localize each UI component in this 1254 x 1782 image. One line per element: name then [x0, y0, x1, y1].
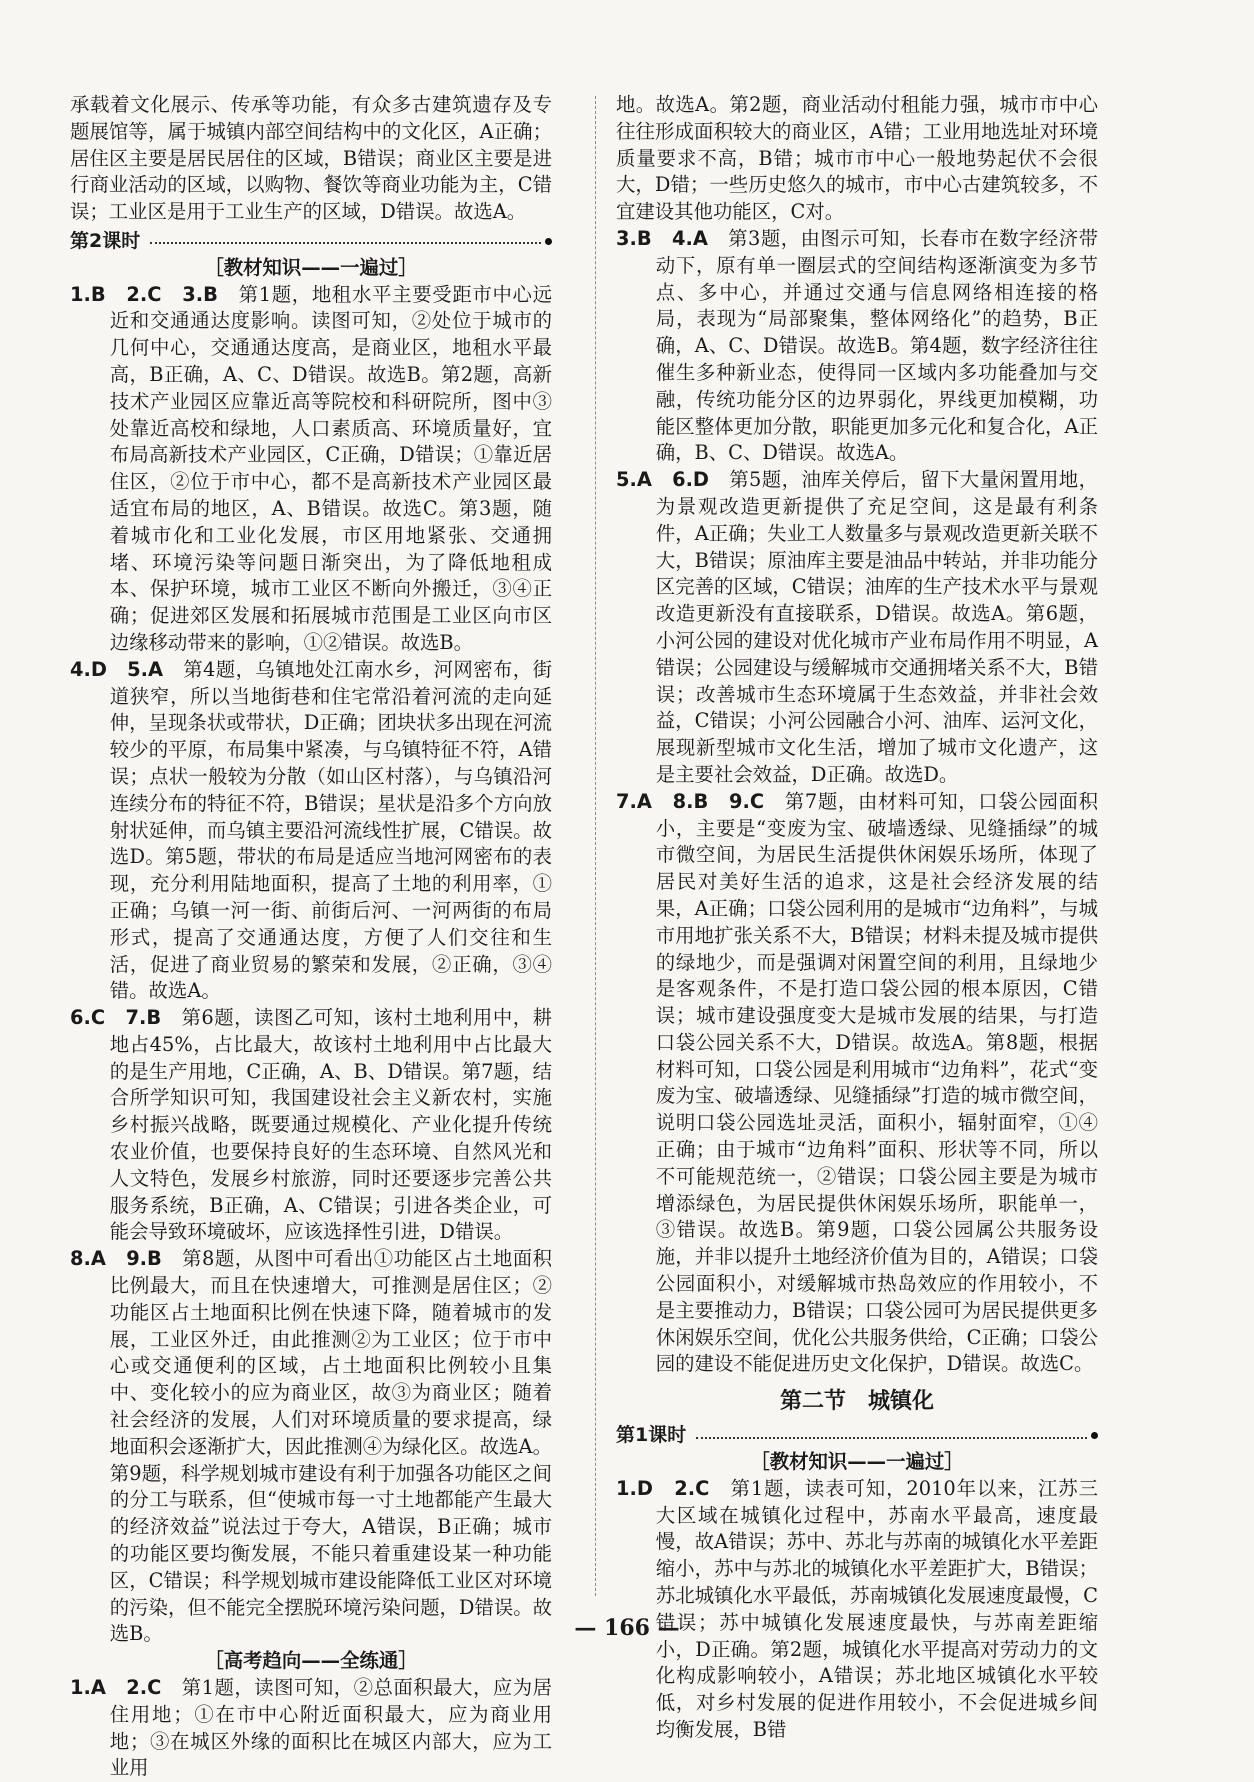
answer-item — [616, 226, 1098, 467]
answer-item — [616, 789, 1098, 1379]
answer-key: 5.A 6.D — [616, 468, 710, 492]
answer-explanation: 第1题，读图可知，②总面积最大，应为居住用地；①在市中心附近面积最大，应为商业用地；③在城区外缘的面积比在城区内部大，应为工业用 — [109, 1676, 552, 1780]
answer-explanation: 第6题，读图乙可知，该村土地利用中，耕地占45%，占比最大，故该村土地利用中占比最大的是生产用地，C正确，A、B、D错误。第7题，结合所学知识可知，我国建设社会主义新农村，实施乡村振兴战略，既要通过规模化、产业化提升传统农业价值，也要保持良好的生态环境、自然风光和人文特色，发展乡村旅游，同时还要逐步完善公共服务系统，B正确，A、C错误；引进各类企业，可能会导致环境破坏，应该选择性引进，D错误。 — [109, 1006, 552, 1244]
answer-explanation: 第7题，由材料可知，口袋公园面积小，主要是“变废为宝、破墙透绿、见缝插绿”的城市微空间，为居民生活提供休闲娱乐场所，体现了居民对美好生活的追求，这是社会经济发展的结果，A正确；口袋公园利用的是城市“边角料”，与城市用地扩张关系不大，B错误；材料未提及城市提供的绿地少，而是强调对闲置空间的利用，且绿地少是客观条件，不是打造口袋公园的根本原因，C错误；城市建设强度变大是城市发展的结果，与打造口袋公园关系不大，D错误。故选A。第8题，根据材料可知，口袋公园是利用城市“边角料”，花式“变废为宝、破墙透绿、见缝插绿”打造的城市微空间，说明口袋公园选址灵活，面积小，辐射面窄，①④正确；由于城市“边角料”面积、形状等不同，所以不可能规范统一，②错误；口袋公园主要是为城市增添绿色，为居民提供休闲娱乐场所，职能单一，③错误。故选B。第9题，口袋公园属公共服务设施，并非以提升土地经济价值为目的，A错误；口袋公园面积小，对缓解城市热岛效应的作用较小，不是主要推动力，B错误；口袋公园可为居民提供更多休闲娱乐空间，优化公共服务供给，C正确；口袋公园的建设不能促进历史文化保护，D错误。故选C。 — [655, 789, 1098, 1376]
answer-explanation: 第3题，由图示可知，长春市在数字经济带动下，原有单一圈层式的空间结构逐渐演变为多节点、多中心，并通过交通与信息网络相连接的格局，表现为“局部聚集，整体网络化”的趋势，B正确，A、C、D错误。故选B。第4题，数字经济往往催生多种新业态，使得同一区域内多功能叠加与交融，传统功能分区的边界弱化，界线更加模糊，功能区整体更加分散，职能更加多元化和复合化，A正确，B、C、D错误。故选A。 — [655, 226, 1098, 465]
answer-explanation: 第8题，从图中可看出①功能区占土地面积比例最大，而且在快速增大，可推测是居住区；②功能区占土地面积比例在快速下降，随着城市的发展，工业区外迁，由此推测②为工业区；位于市中心或交通便利的区域，占土地面积比例较小且集中、变化较小的应为商业区，故③为商业区；随着社会经济的发展，人们对环境质量的要求提高，绿地面积会逐渐扩大，因此推测④为绿化区。故选A。第9题，科学规划城市建设有利于加强各功能区之间的分工与联系，但“使城市每一寸土地都能产生最大的经济效益”说法过于夸大，A错误，B正确；城市的功能区要均衡发展，不能只着重建设某一种功能区，C错误；科学规划城市建设能降低工业区对环境的污染，但不能完全摆脱环境污染问题，D错误。故选B。 — [109, 1247, 552, 1646]
paragraph-continued: 承载着文化展示、传承等功能，有众多古建筑遗存及专题展馆等，属于城镇内部空间结构中的文化区，A正确；居住区主要是居民居住的区域，B错误；商业区主要是进行商业活动的区域，以购物、餐饮等商业功能为主，C错误；工业区是用于工业生产的区域，D错误。故选A。 — [70, 93, 552, 224]
answer-item — [616, 467, 1098, 789]
bullet-dot-icon — [545, 238, 552, 245]
dotted-leader — [696, 1437, 1087, 1439]
lesson-heading-1 — [616, 1422, 1098, 1449]
answer-key: 4.D 5.A — [70, 657, 164, 681]
answer-key: 6.C 7.B — [70, 1006, 162, 1030]
answer-explanation: 第4题，乌镇地处江南水乡，河网密布，街道狭窄，所以当地街巷和住宅常沿着河流的走向延伸，呈现条状或带状，D正确；团块状多出现在河流较少的平原，布局集中紧凑，与乌镇特征不符，A错误；点状一般较为分散（如山区村落），与乌镇沿河连续分布的特征不符，B错误；星状是沿多个方向放射状延伸，而乌镇主要沿河流线性扩展，C错误。故选D。第5题，带状的布局是适应当地河网密布的表现，充分利用陆地面积，提高了土地的利用率，①正确；乌镇一河一街、前街后河、一河两街的布局形式，提高了交通通达度，方便了人们交往和生活，促进了商业贸易的繁荣和发展，②正确，③④错。故选A。 — [109, 657, 552, 1003]
subheading-exam: ［高考趋向——全练通］ — [204, 1649, 418, 1673]
subheading-textbook: ［教材知识——一遍过］ — [750, 1450, 964, 1474]
answer-item — [70, 1005, 552, 1246]
answer-key: 1.A 2.C — [70, 1676, 162, 1700]
answer-key: 1.D 2.C — [616, 1476, 710, 1500]
lesson-title: 第2课时 — [70, 229, 141, 252]
answer-item — [70, 1675, 552, 1782]
paragraph-continued: 地。故选A。第2题，商业活动付租能力强，城市市中心往往形成面积较大的商业区，A错；工业用地选址对环境质量要求不高，B错；城市市中心一般地势起伏不会很大，D错；一些历史悠久的城市，市中心古建筑较多，不宜建设其他功能区，C对。 — [616, 93, 1098, 224]
answer-item — [70, 282, 552, 657]
bullet-dot-icon — [1091, 1432, 1098, 1439]
page-number: — 166 — — [574, 1615, 680, 1641]
answer-explanation: 第1题，读表可知，2010年以来，江苏三大区域在城镇化过程中，苏南水平最高，速度最慢，故A错误；苏中、苏北与苏南的城镇化水平差距缩小，苏中与苏北的城镇化水平差距扩大，B错误；苏北城镇化水平最低，苏南城镇化发展速度最慢，C错误；苏中城镇化发展速度最快，与苏南差距缩小，D正确。第2题，城镇化水平提高对劳动力的文化构成影响较小，A错误；苏北地区城镇化水平较低，对乡村发展的促进作用较小，不会促进城乡间均衡发展，B错 — [655, 1476, 1098, 1742]
subheading-textbook: ［教材知识——一遍过］ — [204, 255, 418, 279]
answer-key: 7.A 8.B 9.C — [616, 789, 765, 813]
answer-item — [616, 1476, 1098, 1744]
section-title: 第二节 城镇化 — [779, 1389, 934, 1415]
right-column — [616, 92, 1098, 1744]
left-column — [70, 92, 552, 1782]
answer-explanation: 第1题，地租水平主要受距市中心远近和交通通达度影响。读图可知，②处位于城市的几何中心，交通通达度高，是商业区，地租水平最高，B正确，A、C、D错误。故选B。第2题，高新技术产业园区应靠近高等院校和科研院所，图中③处靠近高校和绿地，人口素质高、环境质量好，宜布局高新技术产业园区，C正确，D错误；①靠近居住区，②位于市中心，都不是高新技术产业园区最适宜布局的地区，A、B错误。故选C。第3题，随着城市化和工业化发展，市区用地紧张、交通拥堵、环境污染等问题日渐突出，为了降低地租成本、保护环境，城市工业区不断向外搬迁，③④正确；促进郊区发展和拓展城市范围是工业区向市区边缘移动带来的影响，①②错误。故选B。 — [109, 282, 552, 654]
answer-key: 8.A 9.B — [70, 1247, 162, 1271]
lesson-heading-2 — [70, 228, 552, 255]
answer-key: 1.B 2.C 3.B — [70, 282, 218, 306]
answer-item — [70, 1246, 552, 1648]
answer-explanation: 第5题，油库关停后，留下大量闲置用地，为景观改造更新提供了充足空间，这是最有利条件，A正确；失业工人数量多与景观改造更新关联不大，B错误；原油库主要是油品中转站，并非功能分区完善的区域，C错误；油库的生产技术水平与景观改造更新没有直接联系，D错误。故选A。第6题，小河公园的建设对优化城市产业布局作用不明显，A错误；公园建设与缓解城市交通拥堵关系不大，B错误；改善城市生态环境属于生态效益，并非社会效益，C错误；小河公园融合小河、油库、运河文化，展现新型城市文化生活，增加了城市文化遗产，这是主要社会效益，D正确。故选D。 — [655, 468, 1098, 786]
column-divider — [595, 96, 596, 1596]
dotted-leader — [150, 242, 541, 244]
answer-item — [70, 657, 552, 1005]
lesson-title: 第1课时 — [616, 1424, 687, 1447]
answer-key: 3.B 4.A — [616, 226, 708, 250]
